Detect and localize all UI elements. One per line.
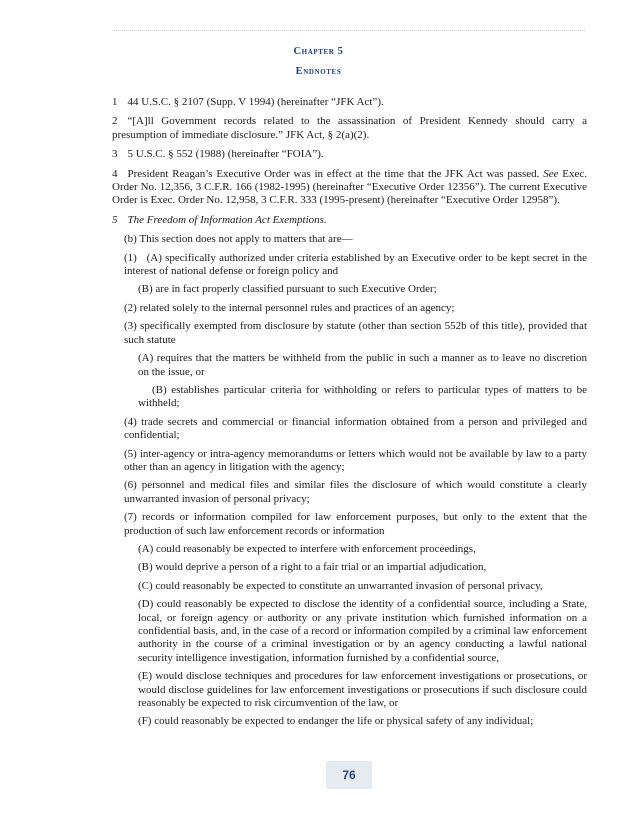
endnote-text: 5 U.S.C. § 552 (1988) (hereinafter “FOIA”).	[127, 148, 324, 161]
endnote-text: “[A]ll Government records related to the assassination of President Kennedy should carry a presumption of immediate disclosure.” JFK Act, § 2(a)(2).	[112, 115, 587, 141]
top-divider	[112, 30, 585, 31]
see-signal: See	[543, 167, 559, 180]
endnote-number: 5	[112, 213, 118, 226]
exemption-7f: (F) could reasonably be expected to endanger the life or physical safety of any individual;	[138, 715, 534, 728]
endnote-number: 3	[112, 148, 118, 161]
exemption-2: (2) related solely to the internal personnel rules and practices of an agency;	[124, 301, 455, 314]
endnote-number: 2	[112, 115, 118, 128]
exemption-3a: (A) requires that the matters be withheld from the public in such a manner as to leave no discretion on the issue, or	[138, 352, 587, 378]
exemption-7b: (B) would deprive a person of a right to a fair trial or an impartial adjudication,	[138, 561, 487, 574]
exemption-5: (5) inter-agency or intra-agency memorandums or letters which would not be available by law to a party other than an agency in litigation with the agency;	[124, 447, 587, 473]
endnote-title: The Freedom of Information Act Exemptions.	[127, 213, 327, 226]
chapter-heading: Chapter 5	[293, 46, 344, 57]
exemption-1b: (B) are in fact properly classified pursuant to such Executive Order;	[138, 283, 437, 296]
endnote-text-cont: Exec. Order No. 12,356, 3 C.F.R. 166 (1982-1995) (hereinafter “Executive Order 12356”). The current Executive Order is Exec. Order No. 12,958, 3 C.F.R. 333 (1995-present) (hereinafter “Executive Order 12958”).	[112, 167, 588, 207]
endnote-number: 4	[112, 167, 118, 180]
exemption-7a: (A) could reasonably be expected to interfere with enforcement proceedings,	[138, 542, 476, 555]
exemption-6: (6) personnel and medical files and similar files the disclosure of which would constitute a clearly unwarranted invasion of personal privacy;	[124, 479, 587, 505]
exemption-4: (4) trade secrets and commercial or financial information obtained from a person and privileged and confidential;	[124, 415, 587, 442]
exemption-intro: (b) This section does not apply to matters that are—	[124, 233, 353, 246]
exemption-7: (7) records or information compiled for law enforcement purposes, but only to the extent that the production of such law enforcement records or information	[124, 511, 587, 537]
page-number: 76	[342, 768, 356, 782]
endnote-3	[112, 148, 587, 161]
endnotes-body	[112, 96, 587, 734]
exemption-3b: (B) establishes particular criteria for withholding or refers to particular types of matters to be withheld;	[138, 383, 587, 410]
endnote-text: 44 U.S.C. § 2107 (Supp. V 1994) (hereinafter “JFK Act”).	[127, 96, 384, 108]
endnote-4	[112, 168, 587, 208]
exemption-1a: (1) (A) specifically authorized under criteria established by an Executive order to be kept secret in the interest of national defense or foreign policy and	[124, 251, 587, 278]
exemption-7d: (D) could reasonably be expected to disclose the identity of a confidential source, including a State, local, or foreign agency or authority or any private institution which furnished information on a confidential basis, and, in the case of a record or information compiled by a criminal law enforcement authority in the course of a criminal investigation or by an agency conducting a lawful national security intelligence investigation, information furnished by a confidential source,	[138, 598, 587, 664]
exemption-3: (3) specifically exempted from disclosure by statute (other than section 552b of this title), provided that such statute	[124, 320, 587, 346]
endnote-1	[112, 96, 587, 109]
endnote-text: President Reagan’s Executive Order was in effect at the time that the JFK Act was passed.	[127, 167, 544, 180]
endnote-2	[112, 115, 587, 142]
endnote-number: 1	[112, 96, 118, 108]
endnote-5	[112, 214, 587, 227]
exemption-7e: (E) would disclose techniques and procedures for law enforcement investigations or prosecutions, or would disclose guidelines for law enforcement investigations or prosecutions if such disclosure could reasonably be expected to risk circumvention of the law, or	[138, 670, 587, 710]
exemption-7c: (C) could reasonably be expected to constitute an unwarranted invasion of personal privacy,	[138, 579, 543, 592]
section-heading: Endnotes	[295, 66, 342, 77]
